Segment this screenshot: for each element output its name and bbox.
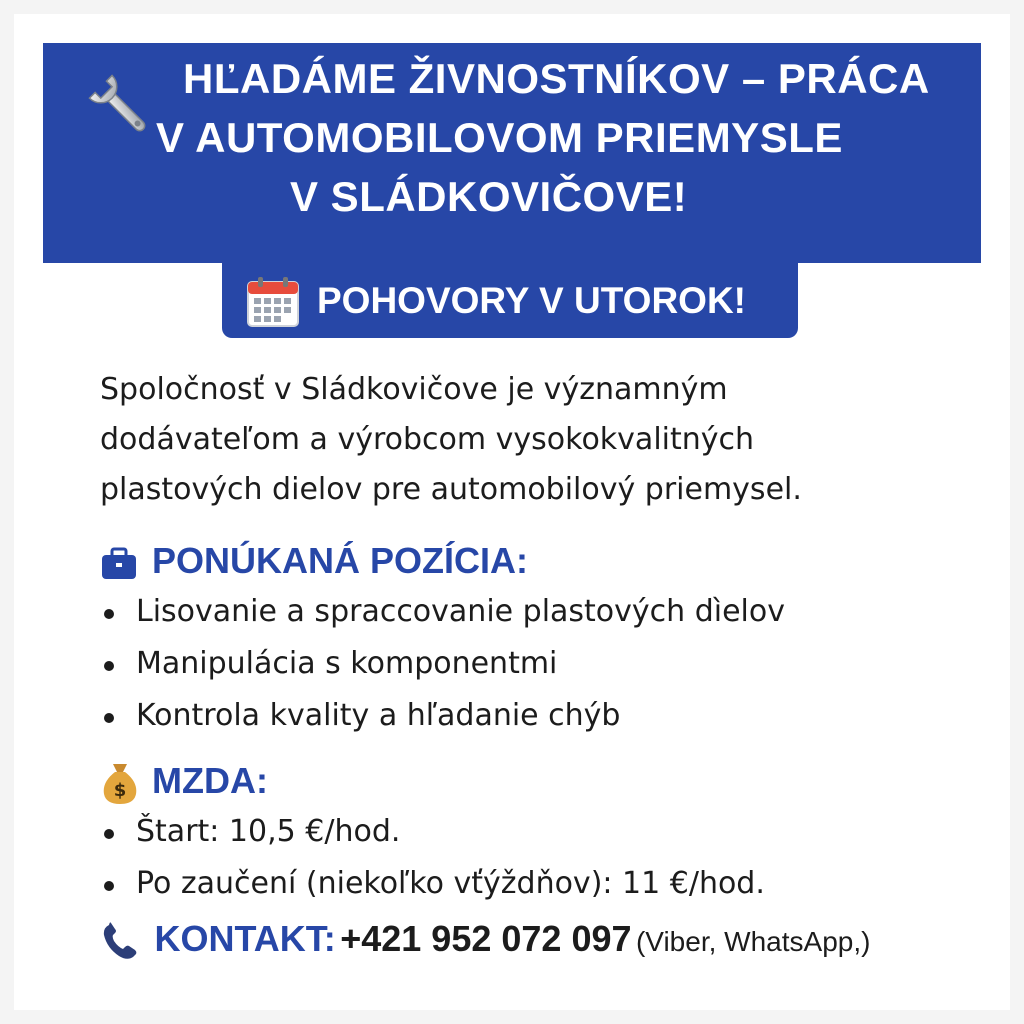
svg-text:$: $ — [113, 780, 127, 801]
description-line: dodávateľom a výrobcom vysokokvalitných — [100, 422, 755, 457]
banner-title-line-3: V SLÁDKOVIČOVE! — [290, 173, 688, 220]
interviews-label: POHOVORY V UTOROK! — [317, 280, 746, 321]
header-banner — [43, 43, 981, 263]
money-bag-icon — [100, 760, 140, 806]
description-line: Spoločnosť v Sládkovičove je významným — [100, 372, 728, 407]
wage-list — [100, 806, 765, 910]
interviews-badge — [222, 263, 798, 338]
company-description — [100, 365, 940, 515]
contact-line — [100, 918, 870, 960]
banner-title-line-1: HĽADÁME ŽIVNOSTNÍKOV – PRÁCA — [183, 55, 930, 102]
calendar-icon — [246, 276, 300, 328]
list-item: Po zaučení (niekoľko vťýždňov): 11 €/hod. — [100, 858, 765, 910]
phone-number[interactable]: +421 952 072 097 — [340, 918, 632, 959]
list-item: Lisovanie a spraccovanie plastových dìelov — [100, 586, 785, 638]
position-heading: PONÚKANÁ POZÍCIA: — [152, 540, 528, 581]
contact-label: KONTAKT: — [154, 918, 336, 959]
contact-note: (Viber, WhatsApp,) — [635, 926, 871, 957]
list-item: Kontrola kvality a hľadanie chýb — [100, 690, 785, 742]
list-item: Manipulácia s komponentmi — [100, 638, 785, 690]
briefcase-icon — [100, 547, 138, 581]
wage-heading: MZDA: — [152, 760, 268, 801]
list-item: Štart: 10,5 €/hod. — [100, 806, 765, 858]
wrench-icon — [86, 72, 158, 144]
description-line: plastových dielov pre automobilový priemysel. — [100, 472, 802, 507]
position-list — [100, 586, 785, 742]
banner-title-line-2: V AUTOMOBILOVOM PRIEMYSLE — [156, 114, 843, 161]
